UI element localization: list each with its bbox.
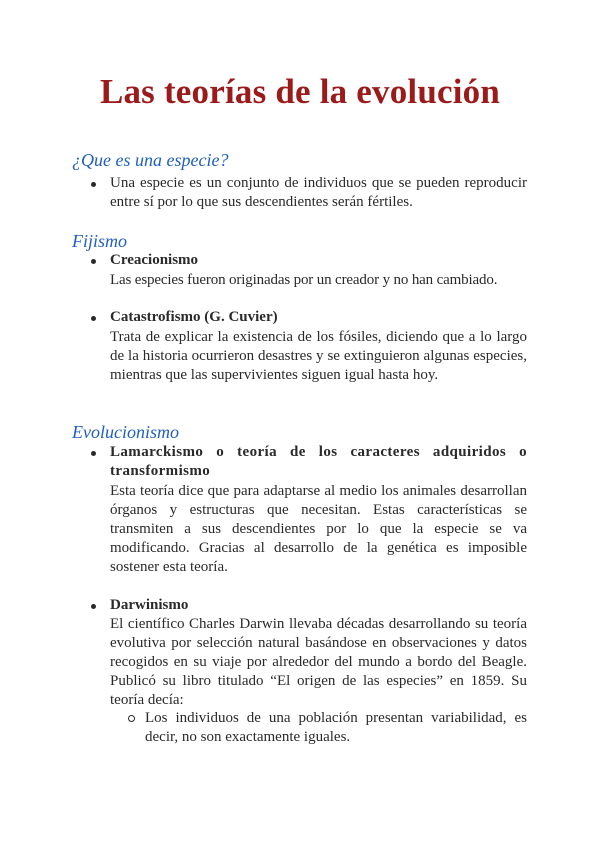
catastrofismo-title: Catastrofismo (G. Cuvier) (110, 309, 278, 325)
bullet-dot (91, 604, 96, 609)
creacionismo-title: Creacionismo (110, 252, 199, 268)
creacionismo-text: Las especies fueron originadas por un creador y no han cambiado. (110, 272, 498, 288)
heading-fijismo: Fijismo (72, 231, 128, 251)
bullet-dot (91, 451, 96, 456)
especie-definition-text: Una especie es un conjunto de individuos que se pueden reproducir entre sí por lo que sus descendientes serán fértiles. (110, 175, 527, 210)
lamarckismo-text: Esta teoría dice que para adaptarse al medio los animales desarrollan órganos y estructuras que necesitan. Estas características se transmiten a sus descendientes por lo que la especie se va modificando. Gracias al desarrollo de la genética es imposible sostener esta teoría. (110, 483, 527, 575)
lamarckismo-title: Lamarckismo o teoría de los caracteres adquiridos o transformismo (110, 444, 527, 479)
catastrofismo-text: Trata de explicar la existencia de los fósiles, diciendo que a lo largo de la historia ocurrieron desastres y se extinguieron algunas especies, mientras que las supervivientes siguen igual hasta hoy. (110, 329, 527, 383)
darwinismo-text: El científico Charles Darwin llevaba décadas desarrollando su teoría evolutiva por selección natural basándose en observaciones y datos recogidos en su viaje por alrededor del mundo a bordo del Beagle. Publicó su libro titulado “El origen de las especies” en 1859. Su teoría decía: (110, 616, 527, 708)
heading-evolucionismo: Evolucionismo (72, 422, 179, 442)
page-title: Las teorías de la evolución (99, 72, 501, 111)
bullet-dot (91, 316, 96, 321)
sub-bullet-circle (128, 715, 135, 722)
darwinismo-subpoint-1: Los individuos de una población presentan variabilidad, es decir, no son exactamente iguales. (145, 710, 527, 745)
bullet-dot (91, 259, 96, 264)
darwinismo-title: Darwinismo (110, 597, 189, 613)
heading-que-es-una-especie: ¿Que es una especie? (72, 150, 229, 170)
bullet-dot (91, 182, 96, 187)
